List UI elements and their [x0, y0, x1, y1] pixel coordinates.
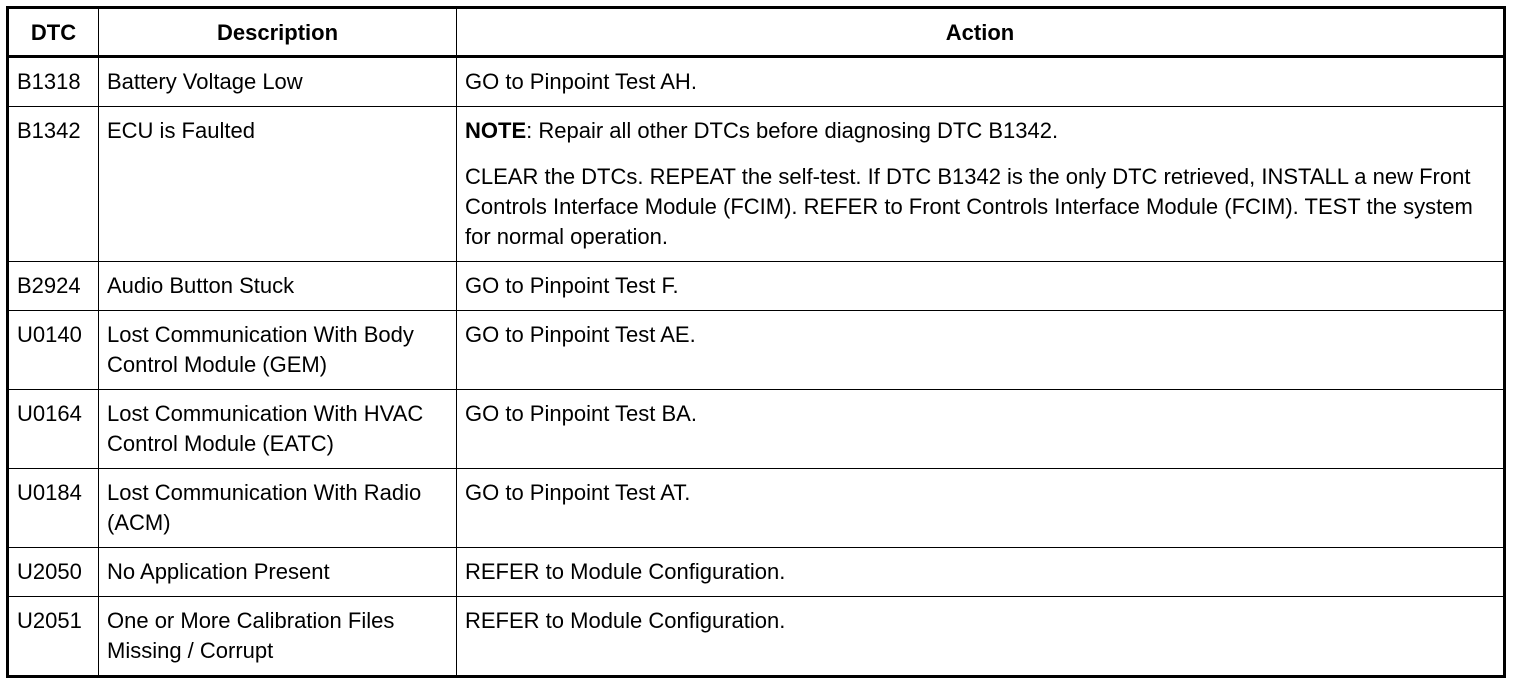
dtc-description: Lost Communication With Radio (ACM) [99, 469, 457, 548]
table-header [8, 8, 1505, 57]
dtc-code: U0184 [8, 469, 99, 548]
dtc-action: REFER to Module Configuration. [457, 597, 1505, 677]
dtc-action: GO to Pinpoint Test AH. [457, 57, 1505, 107]
dtc-description: Lost Communication With HVAC Control Module (EATC) [99, 390, 457, 469]
dtc-action: GO to Pinpoint Test BA. [457, 390, 1505, 469]
dtc-code: U2051 [8, 597, 99, 677]
table-body [8, 57, 1505, 677]
dtc-action: REFER to Module Configuration. [457, 548, 1505, 597]
table-row [8, 262, 1505, 311]
dtc-description: ECU is Faulted [99, 107, 457, 262]
dtc-code: U2050 [8, 548, 99, 597]
table-row [8, 469, 1505, 548]
note-paragraph [465, 116, 1495, 146]
dtc-code: B1318 [8, 57, 99, 107]
dtc-table [6, 6, 1506, 678]
table-row [8, 107, 1505, 262]
table-row [8, 57, 1505, 107]
table-row [8, 597, 1505, 677]
dtc-action: CLEAR the DTCs. REPEAT the self-test. If DTC B1342 is the only DTC retrieved, INSTALL a new Front Controls Interface Module (FCIM). REFER to Front Controls Interface Module (FCIM). TEST the system for normal operation. [465, 164, 1473, 249]
dtc-action: GO to Pinpoint Test AT. [457, 469, 1505, 548]
dtc-action: GO to Pinpoint Test AE. [457, 311, 1505, 390]
dtc-code: B1342 [8, 107, 99, 262]
dtc-code: U0140 [8, 311, 99, 390]
header-dtc: DTC [8, 8, 99, 57]
dtc-description: Audio Button Stuck [99, 262, 457, 311]
header-action: Action [457, 8, 1505, 57]
dtc-action-cell [457, 107, 1505, 262]
table-row [8, 548, 1505, 597]
note-text: : Repair all other DTCs before diagnosing DTC B1342. [526, 118, 1059, 143]
dtc-description: One or More Calibration Files Missing / Corrupt [99, 597, 457, 677]
dtc-code: B2924 [8, 262, 99, 311]
dtc-description: No Application Present [99, 548, 457, 597]
header-row [8, 8, 1505, 57]
table-row [8, 311, 1505, 390]
dtc-description: Lost Communication With Body Control Module (GEM) [99, 311, 457, 390]
dtc-description: Battery Voltage Low [99, 57, 457, 107]
dtc-code: U0164 [8, 390, 99, 469]
dtc-action: GO to Pinpoint Test F. [457, 262, 1505, 311]
table-row [8, 390, 1505, 469]
header-description: Description [99, 8, 457, 57]
note-label: NOTE [465, 118, 527, 143]
